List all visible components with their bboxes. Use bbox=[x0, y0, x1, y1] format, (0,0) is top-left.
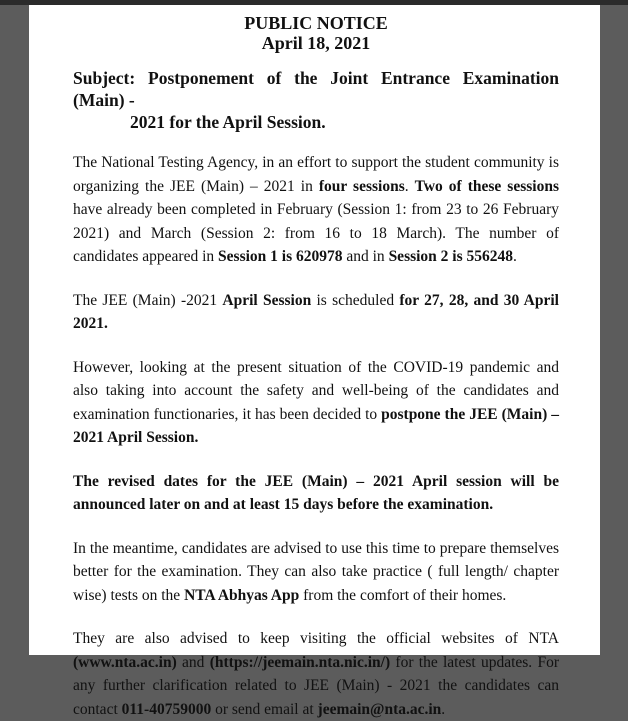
bold-text: NTA Abhyas App bbox=[184, 586, 300, 604]
paragraph-sessions bbox=[73, 151, 559, 269]
notice-date: April 18, 2021 bbox=[261, 33, 371, 53]
text: The National Testing Agency, in an effort to support the student community is organizing the JEE (Main) – 2021 in bbox=[73, 154, 559, 195]
notice-subject bbox=[73, 67, 559, 133]
bold-text: for 27, 28, and 30 April 2021. bbox=[73, 291, 559, 332]
bold-text: The revised dates for the JEE (Main) – 2021 April session will be announced later on and at least 15 days before the examination. bbox=[73, 472, 559, 513]
text: have already been completed in February (Session 1: from 23 to 26 February 2021) and March (Session 2: from 16 to 18 March). The number of candidates appeared in bbox=[73, 201, 559, 265]
text: is scheduled bbox=[311, 291, 400, 309]
contact-phone: 011-40759000 bbox=[121, 700, 212, 718]
text: In the meantime, candidates are advised to use this time to prepare themselves better for the examination. They can also take practice ( full length/ chapter wise) tests on the bbox=[73, 539, 559, 604]
text: . bbox=[513, 248, 517, 265]
text: However, looking at the present situation of the COVID-19 pandemic and also taking into account the safety and well-being of the candidates and examination functionaries, it has been decided to bbox=[73, 358, 559, 423]
notice-content bbox=[73, 13, 559, 721]
bold-text: Session 1 is 620978 bbox=[218, 248, 343, 265]
website-link-jeemain: (https://jeemain.nta.nic.in/) bbox=[209, 653, 391, 671]
text: or send email at bbox=[211, 700, 318, 718]
bold-text: postpone the JEE (Main) – 2021 April Session. bbox=[73, 405, 559, 446]
bold-text: April Session bbox=[222, 291, 312, 309]
paragraph-postponement bbox=[73, 356, 559, 450]
text: for the latest updates. For any further clarification related to JEE (Main) - 2021 the candidates can contact bbox=[73, 653, 559, 718]
bold-text: Session 2 is 556248 bbox=[388, 248, 514, 265]
text: They are also advised to keep visiting the official websites of NTA bbox=[73, 630, 559, 647]
text: The JEE (Main) -2021 bbox=[73, 291, 223, 309]
bold-text: four sessions bbox=[318, 177, 405, 195]
paragraph-contact bbox=[73, 627, 559, 721]
text: . bbox=[441, 700, 446, 718]
subject-line-1: Postponement of the Joint Entrance Examination (Main) - bbox=[73, 68, 560, 110]
text: and bbox=[176, 653, 210, 671]
subject-line-2: 2021 for the April Session. bbox=[130, 112, 326, 132]
paragraph-schedule bbox=[73, 289, 559, 336]
contact-email: jeemain@nta.ac.in bbox=[317, 700, 442, 718]
text: and in bbox=[342, 248, 389, 265]
paragraph-preparation bbox=[73, 537, 559, 608]
text: from the comfort of their homes. bbox=[299, 586, 507, 604]
document-page bbox=[29, 5, 600, 718]
notice-heading: PUBLIC NOTICE bbox=[244, 13, 388, 33]
subject-label: Subject: bbox=[73, 68, 136, 88]
bold-text: Two of these sessions bbox=[414, 177, 559, 195]
text: . bbox=[404, 177, 415, 195]
website-link-nta: (www.nta.ac.in) bbox=[73, 653, 177, 671]
paragraph-revised-dates bbox=[73, 470, 559, 517]
